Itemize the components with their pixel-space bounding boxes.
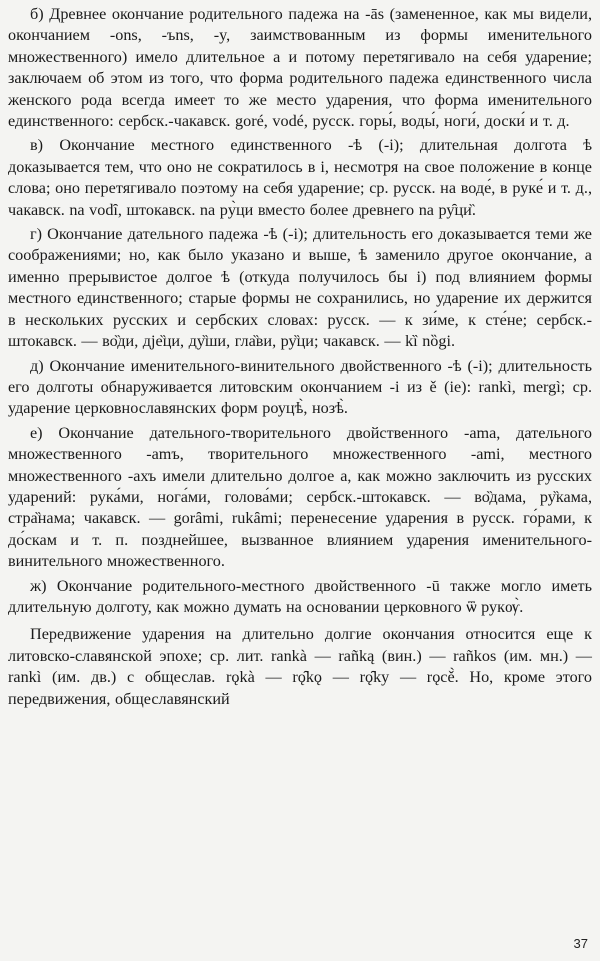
page-body [8, 4, 592, 713]
paragraph-e: е) Окончание дательного-творительного двойственного -ama, дательного множественного -amъ, творительного множественного -ami, местного множественного -ахъ имели длительно долгое a, как можно заключить из русских ударений: рука́ми, нога́ми, голова́ми; сербск.-штокавск. — во̏дама, ру̏кама, стра̏нама; чакавск. — gorȃmi, rukȃmi; перенесение ударения в русск. го́рами, к до́скам и т. п. позднейшее, вызванное влиянием ударения именительного-винительного множественного. [8, 423, 592, 571]
paragraph-b: б) Древнее окончание родительного падежа на -ās (замененное, как мы видели, окончанием -ons, -ъns, -y, заимствованным из формы именительного множественного) имело длительное a и потому перетягивало на себя ударение; заключаем об этом из того, что форма родительного падежа единственного числа женского рода всегда имеет то же место ударения, что форма именительного единственного: сербск.-чакавск. goré, vodé, русск. горы́, воды́, ноги́, доски́ и т. д. [8, 5, 592, 131]
page-number: 37 [573, 936, 588, 951]
paragraph-d: д) Окончание именительного-винительного двойственного -ѣ (-i); длительность его долготы обнаруживается литовским окончанием -i из ě (ie): rankì, mergì; ср. ударение церковнославянских форм роуцѣ̀, нозѣ̀. [8, 356, 592, 418]
paragraph-g: г) Окончание дательного падежа -ѣ (-i); длительность его доказывается теми же соображениями; но, как было указано и выше, ѣ заменило другое окончание, а именно прерывистое долгое ѣ (откуда получилось бы i) под влиянием формы местного единственного; старые формы не сохранились, но ударение их держится в нескольких русских и сербских словах: русск. — к зи́ме, к сте́не; сербск.-штокавск. — во̏ди, дје̏ци, ду̏ши, гла̏ви, ру̏ци; чакавск. — kȉ nȍgi. [8, 225, 592, 351]
paragraph-stress-shift: Передвижение ударения на длительно долгие окончания относится еще к литовско-славянской эпохе; ср. лит. rankà — rañką (вин.) — rañkos (им. мн.) — rankì (им. дв.) с общеслав. rǫkà — rǫ̑kǫ — rǫ̑ky — rǫcě̀. Но, кроме этого передвижения, общеславянский [8, 625, 592, 708]
paragraph-v: в) Окончание местного единственного -ѣ (-i); длительная долгота ѣ доказывается тем, что оно не сократилось в i, несмотря на свое положение в конце слова; оно перетягивало поэтому на себя ударение; ср. русск. на воде́, в руке́ и т. д., чакавск. na vodȋ, штокавск. na pу̀ци вместо более древнего na ру̑ци̏. [8, 136, 592, 219]
paragraph-zh: ж) Окончание родительного-местного двойственного -ū также могло иметь длительную долготу, как можно думать на основании церковного ѿ рукѹ̀. [8, 576, 592, 616]
